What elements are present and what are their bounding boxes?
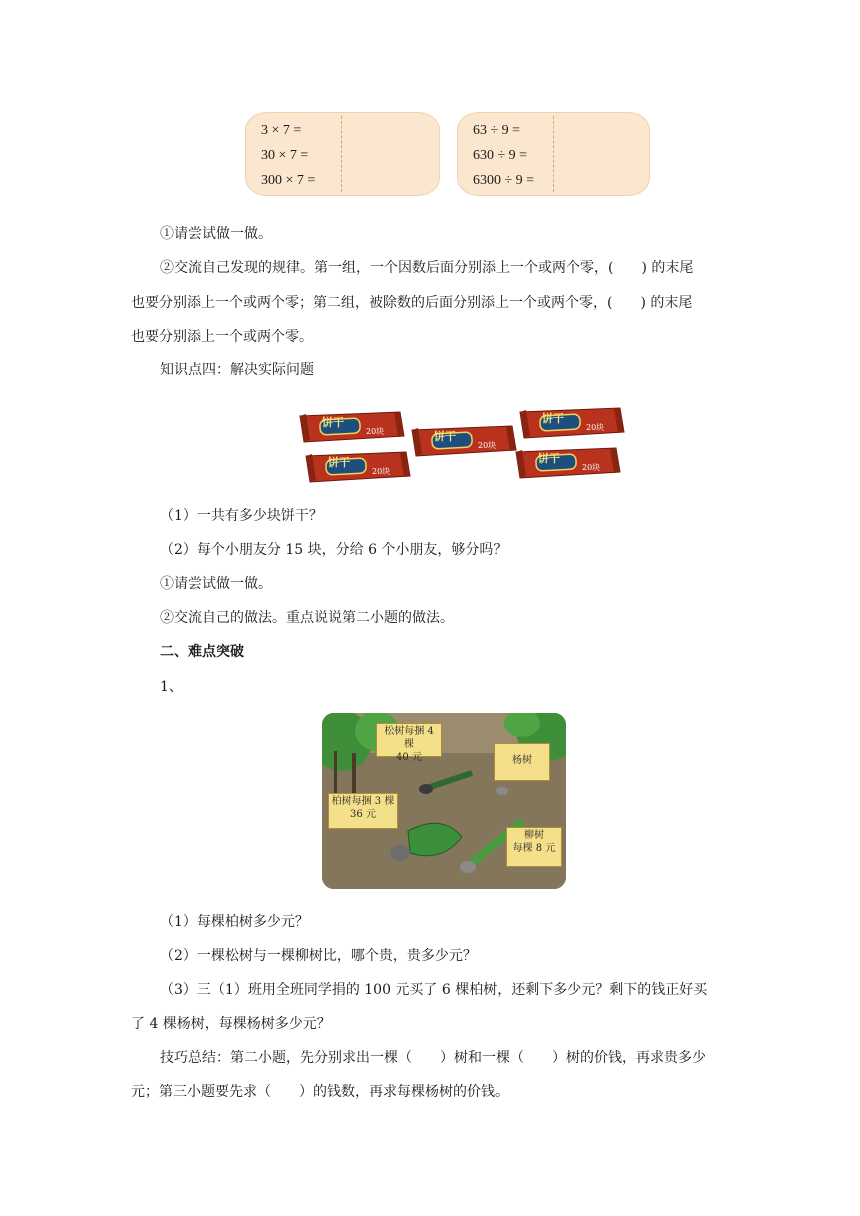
sign-line: 36 元 [350, 809, 376, 820]
division-board [457, 112, 650, 196]
tip-summary-line: 元；第三小题要先求（ ）的钱数，再求每棵杨树的价钱。 [131, 1084, 509, 1100]
packet-brand: 饼干 [322, 416, 344, 429]
instruction-try: ①请尝试做一做。 [160, 226, 272, 242]
answer-divider [341, 116, 342, 192]
packet-count: 20块 [586, 423, 605, 432]
equation: 30 × 7 = [261, 148, 309, 163]
question-2: （2）一棵松树与一棵柳树比，哪个贵，贵多少元？ [160, 948, 477, 964]
sign-willow [506, 827, 562, 867]
biscuit-packet [300, 412, 404, 442]
sign-pine [376, 723, 442, 763]
packet-count: 20块 [366, 427, 385, 436]
multiplication-board [245, 112, 440, 196]
tree-price-illustration [322, 713, 566, 889]
biscuit-packet [516, 448, 620, 478]
packet-brand: 饼干 [434, 430, 456, 443]
packet-brand: 饼干 [542, 412, 564, 425]
biscuit-packet [412, 426, 516, 456]
biscuit-packets-illustration [290, 398, 630, 494]
knowledge-point-heading: 知识点四：解决实际问题 [160, 362, 314, 378]
packet-brand: 饼干 [538, 452, 560, 465]
sign-line: 杨树 [512, 755, 532, 766]
packet-count: 20块 [582, 463, 601, 472]
instruction-share: ②交流自己的做法。重点说说第二小题的做法。 [160, 610, 454, 626]
answer-divider [553, 116, 554, 192]
section-heading: 二、难点突破 [160, 644, 244, 660]
question-3-line: （3）三（1）班用全班同学捐的 100 元买了 6 棵柏树，还剩下多少元？剩下的钱正好买 [160, 982, 708, 998]
packet-brand: 饼干 [328, 456, 350, 469]
sign-line: 40 元 [396, 752, 422, 763]
question-1: （1）一共有多少块饼干？ [160, 508, 323, 524]
item-number: 1、 [160, 679, 183, 695]
sign-line: 松树每捆 4 棵 [384, 726, 434, 750]
equation: 63 ÷ 9 = [473, 123, 521, 138]
sign-line: 柏树每捆 3 棵 [331, 796, 395, 807]
sign-line: 柳树 [524, 830, 544, 841]
sign-poplar [494, 743, 550, 781]
question-1: （1）每棵柏树多少元？ [160, 914, 309, 930]
instruction-try: ①请尝试做一做。 [160, 576, 272, 592]
rule-paragraph-line: 也要分别添上一个或两个零；第二组，被除数的后面分别添上一个或两个零，( ) 的末尾 [131, 295, 693, 311]
packet-count: 20块 [478, 441, 497, 450]
rule-paragraph-line: 也要分别添上一个或两个零。 [131, 329, 313, 345]
equation: 3 × 7 = [261, 123, 302, 138]
question-3-line: 了 4 棵杨树，每棵杨树多少元？ [131, 1016, 331, 1032]
sign-line: 每棵 8 元 [512, 843, 556, 854]
biscuit-packet [520, 408, 624, 438]
tip-summary-line: 技巧总结：第二小题，先分别求出一棵（ ）树和一棵（ ）树的价钱，再求贵多少 [160, 1050, 706, 1066]
sign-cypress [328, 793, 398, 829]
equation: 6300 ÷ 9 = [473, 173, 535, 188]
equation: 300 × 7 = [261, 173, 316, 188]
rule-paragraph-line: ②交流自己发现的规律。第一组，一个因数后面分别添上一个或两个零，( ) 的末尾 [160, 260, 694, 276]
equation: 630 ÷ 9 = [473, 148, 528, 163]
biscuit-packet [306, 452, 410, 482]
question-2: （2）每个小朋友分 15 块，分给 6 个小朋友，够分吗？ [160, 542, 508, 558]
packet-count: 20块 [372, 467, 391, 476]
